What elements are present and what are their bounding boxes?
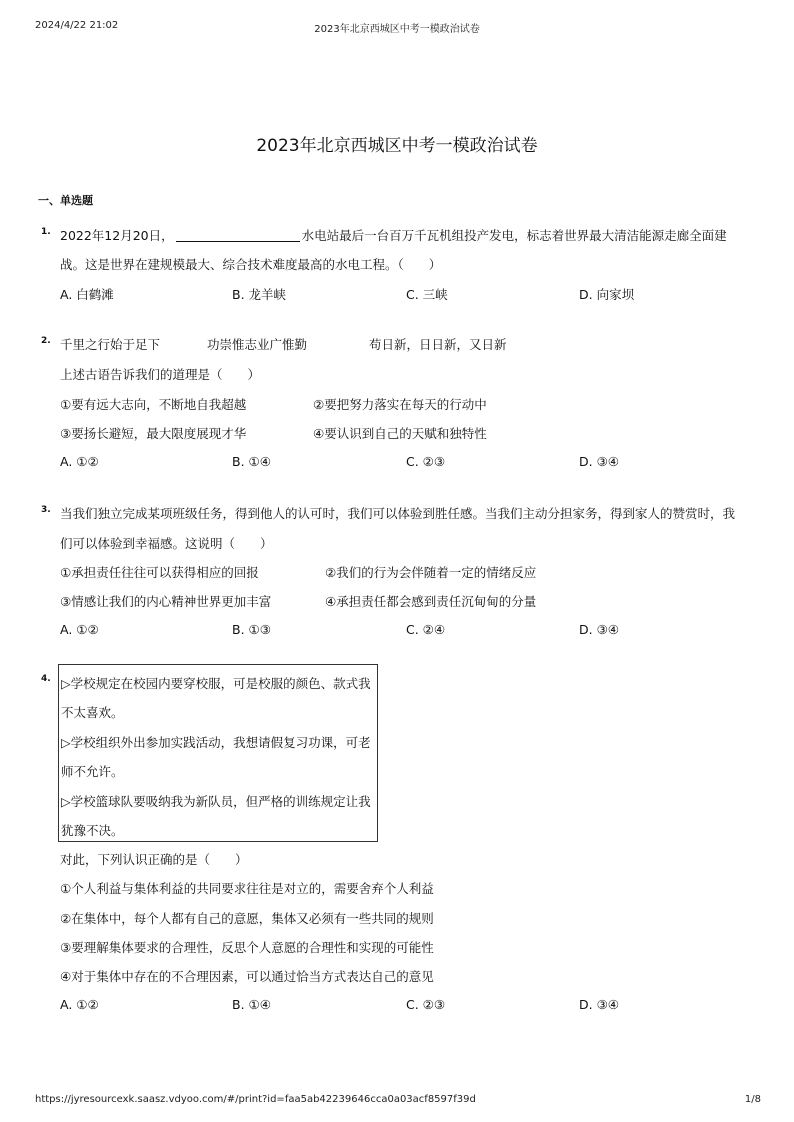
statement-3: ③要扬长避短，最大限度展现才华 [60, 426, 247, 441]
section-heading: 一、单选题 [38, 194, 93, 207]
question-number: 2. [41, 336, 51, 346]
statement-3: ③情感让我们的内心精神世界更加丰富 [60, 594, 272, 609]
scenario-box [58, 664, 378, 842]
question-stem-line: 们可以体验到幸福感。这说明（ ） [60, 536, 273, 551]
scenario-line: ▷学校篮球队要吸纳我为新队员，但严格的训练规定让我 [61, 794, 371, 809]
print-doc-title: 2023年北京西城区中考一模政治试卷 [314, 24, 480, 35]
stem-text: 2022年12月20日， [60, 228, 174, 243]
option-b[interactable]: B. ①④ [232, 997, 271, 1012]
statement-1: ①个人利益与集体利益的共同要求往往是对立的，需要舍弃个人利益 [60, 881, 434, 896]
page-title: 2023年北京西城区中考一模政治试卷 [256, 136, 538, 156]
option-b[interactable]: B. ①③ [232, 622, 271, 637]
quote: 千里之行始于足下 [60, 337, 161, 352]
statement-2: ②要把努力落实在每天的行动中 [313, 397, 487, 412]
option-d[interactable]: D. 向家坝 [579, 287, 635, 302]
statement-1: ①要有远大志向，不断地自我超越 [60, 397, 247, 412]
option-d[interactable]: D. ③④ [579, 454, 619, 469]
stem-text: 水电站最后一台百万千瓦机组投产发电，标志着世界最大清洁能源走廊全面建 [301, 228, 727, 243]
print-url: https://jyresourcexk.saasz.vdyoo.com/#/print?id=faa5ab42239646cca0a03acf8597f39d [35, 1094, 476, 1105]
statement-4: ④对于集体中存在的不合理因素，可以通过恰当方式表达自己的意见 [60, 969, 434, 984]
scenario-line: 不太喜欢。 [61, 705, 124, 720]
statement-4: ④承担责任都会感到责任沉甸甸的分量 [325, 594, 537, 609]
option-c[interactable]: C. 三峡 [406, 287, 448, 302]
quote: 苟日新，日日新，又日新 [369, 337, 507, 352]
statement-1: ①承担责任往往可以获得相应的回报 [60, 565, 259, 580]
question-stem-line: 上述古语告诉我们的道理是（ ） [60, 367, 261, 382]
option-b[interactable]: B. 龙羊峡 [232, 287, 287, 302]
answer-blank [176, 228, 300, 242]
scenario-line: ▷学校组织外出参加实践活动，我想请假复习功课，可老 [61, 735, 371, 750]
question-number: 4. [41, 674, 51, 684]
question-number: 1. [41, 227, 51, 237]
option-a[interactable]: A. 白鹤滩 [60, 287, 114, 302]
quote: 功崇惟志业广惟勤 [207, 337, 308, 352]
question-number: 3. [41, 505, 51, 515]
print-datetime: 2024/4/22 21:02 [35, 20, 119, 31]
scenario-line: ▷学校规定在校园内要穿校服，可是校服的颜色、款式我 [61, 676, 371, 691]
option-a[interactable]: A. ①② [60, 622, 99, 637]
scenario-line: 师不允许。 [61, 764, 124, 779]
option-a[interactable]: A. ①② [60, 997, 99, 1012]
option-d[interactable]: D. ③④ [579, 622, 619, 637]
question-stem-line [60, 226, 727, 244]
question-stem-line: 战。这是世界在建规模最大、综合技术难度最高的水电工程。（ ） [60, 257, 442, 272]
page-number: 1/8 [744, 1094, 761, 1105]
option-d[interactable]: D. ③④ [579, 997, 619, 1012]
question-stem-line: 当我们独立完成某项班级任务，得到他人的认可时，我们可以体验到胜任感。当我们主动分担家务，得到家人的赞赏时，我 [60, 506, 736, 521]
option-c[interactable]: C. ②④ [406, 622, 446, 637]
option-c[interactable]: C. ②③ [406, 454, 446, 469]
option-c[interactable]: C. ②③ [406, 997, 446, 1012]
statement-3: ③要理解集体要求的合理性，反思个人意愿的合理性和实现的可能性 [60, 940, 434, 955]
scenario-line: 犹豫不决。 [61, 823, 124, 838]
statement-2: ②我们的行为会伴随着一定的情绪反应 [325, 565, 537, 580]
option-a[interactable]: A. ①② [60, 454, 99, 469]
question-stem-line: 对此，下列认识正确的是（ ） [60, 852, 248, 867]
option-b[interactable]: B. ①④ [232, 454, 271, 469]
statement-4: ④要认识到自己的天赋和独特性 [313, 426, 487, 441]
statement-2: ②在集体中，每个人都有自己的意愿，集体又必须有一些共同的规则 [60, 911, 434, 926]
